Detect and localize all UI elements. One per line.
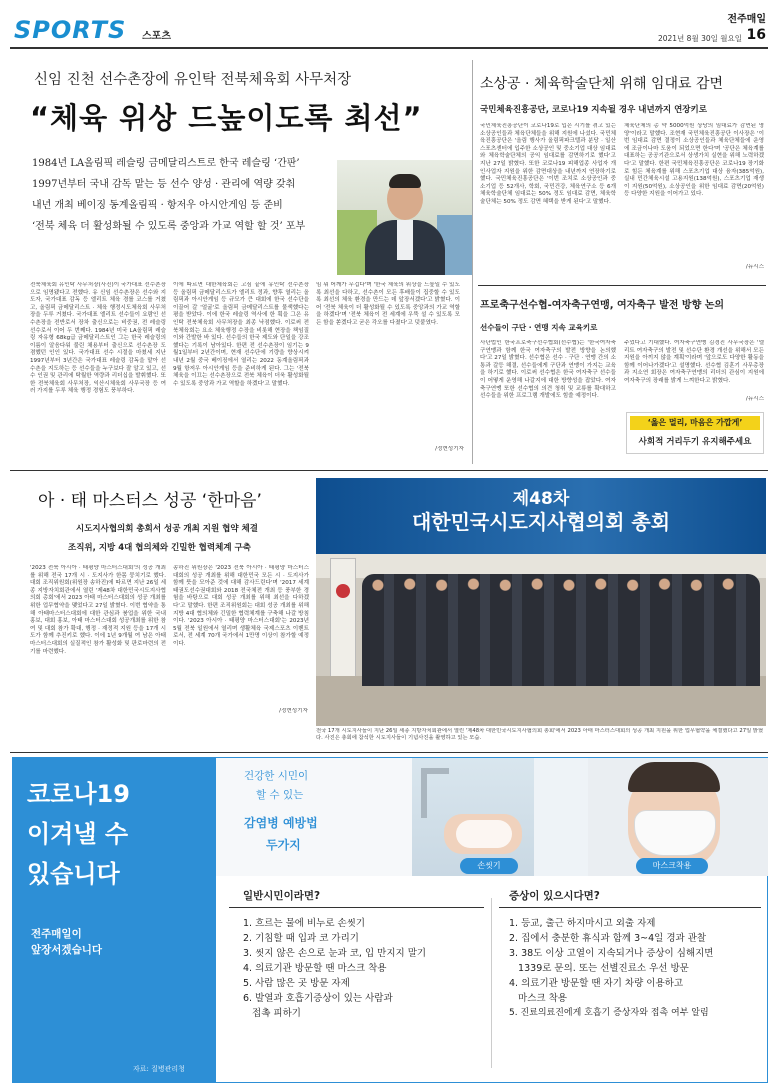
ad-illustration [216, 758, 768, 876]
story1-body-mid: 이에 따르면 대한체육회는 고심 끝에 유인탁 선수촌장 등 올림픽 금메달리스트가 엘리트 정과, 향후 열리는 올림픽과 아시안게임 등 규모가 큰 대회에 한국 선수단을 이끌어 갈 '얼굴'로 올림픽 금메달리스트를 물색했다는 평을 받았다. 이에 한국 레슬링 역사에 한 획을 그은 유인탁 전북체육회 사무처장을 최종 낙점했다. 이로써 전북체육회는 요소 체육행정 수장을 비롯해 현장을 책임질 이와 간발한 바 있다. 선수들의 한국 제도와 단일을 강조했다는 기록이 남아있다. 한편 전 선수촌장이 임기는 9월1일부터 2년간이며, 현재 선수단에 기량을 향상시켜 내년 2월 중국 베이징에서 열리는 2022 동계올림픽과 9월 항저우 아시안게임 등을 준비하게 된다. 그는 '전북 체육을 이끄는 선수촌장으로 전북 체육이 더욱 활성화될 수 있도록 중앙과 가교 역할을 하겠다'고 말했다. [173, 282, 309, 387]
list-item: 5. 진료의료진에게 호흡기 증상자와 접촉 여부 알림 [509, 1008, 709, 1018]
banner-title-1: 제48차 [512, 489, 570, 509]
ad-intro-2: 할 수 있는 [256, 789, 304, 801]
story3-body-right: 주었다고 기대했다. 여자축구연맹 김경진 사무국장은 '엘리트 여자축구의 발전 및 선수단 환경 개선을 위해서 모든 지원을 아끼지 않을 계획'이라며 '앞으로도 다양한 활동을 함께 이어나가겠다'고 설명했다. 선수협 김훈기 사무총장과 지소연 회장은 여자축구연맹의 리더의 관심이 지원에 여자축구의 장래를 밝게 느껴한다고 밝혔다. [624, 340, 764, 384]
list-item: 1. 등교, 출근 하지마시고 외출 자제 [509, 918, 656, 929]
story2-headline: 소상공 · 체육학술단체 위해 임대료 감면 [480, 76, 724, 92]
story3-body-left: 사단법인 한국프로축구선수협회(선수협)는 '한국여자축구연맹과 함께 한국 여자축구의 발전 방향을 논의했다'고 27일 밝혔다. 선수협은 선수 · 구단 · 연맹 간의 소통과 갈등 해결, 선수들에게 구단과 연맹이 가지는 교육을 하기로 했다. 이로써 선수협은 한국 여자축구 선수들이 어떻게 운영해 나갈지에 대한 방향성을 잡았다. 여자축구연맹 또한 선수협의 의견 청취 및 교류를 확대하고 선수들을 위한 프로그램 개발에도 힘쓸 예정이다. [480, 340, 616, 400]
list-item: 4. 의료기관 방문할 땐 마스크 착용 [243, 963, 387, 974]
story1-sub-4: ‘전북 체육 더 활성화될 수 있도록 중앙과 가교 역할 할 것’ 포부 [32, 221, 306, 232]
ad-left-panel [13, 758, 216, 1082]
symptom-tips-title: 증상이 있으시다면? [509, 890, 600, 902]
paper-name: 전주매일 [727, 14, 766, 25]
list-item: 5. 사람 많은 곳 방문 자제 [243, 978, 350, 989]
citizen-tips [229, 888, 491, 1078]
story4-byline: /정현성기자 [279, 708, 308, 714]
story1-body-right: 임 뭐 어깨가 무겁다'며 '한국 체육의 위상을 드높일 수 있도록 최선을 다하고, 선수촌이 모든 후배들이 집중할 수 있도록 최선의 체육 환경을 만드는 데 앞장서겠다'고 밝혔다. 이어 '전북 체육이 더 활성화될 수 있도록 중앙과의 가교 역할을 하겠다'며 '전북 체육이 전 세계에 우뚝 설 수 있도록 모든 함을 쏟겠다고 굳은 각오를 다졌다'고 덧붙였다. [316, 282, 460, 326]
ad-column-divider [491, 898, 492, 1068]
citizen-tips-title: 일반시민이라면? [243, 890, 321, 902]
story3-subhead: 선수들이 구단 · 연맹 지속 교육키로 [480, 323, 598, 332]
ad-emph-1: 감염병 예방법 [244, 816, 318, 830]
list-item: 마스크 착용 [509, 993, 567, 1004]
list-item: 1339로 문의. 또는 선별진료소 우선 방문 [509, 963, 689, 974]
story1-subheads [32, 154, 334, 238]
story2-body-left: 국민체육진흥공단이 코로나19로 입은 시기를 겪고 있는 소상공인들과 체육단체들을 위해 지원에 나섰다. 국민체육진흥공단은 '올림 행사가 올림픽파크텔과 분당 · 일산 스포츠센터에 입주한 소상공인 및 중소기업 대상 임대료와 체육학술단체의 공익 임대료를 감면하기로 했다'고 지난 27일 밝혔다. 또한 코로나19 피해업종 사업자 개인사업자 지원을 위한 감면대상을 내년까지 연장하기로 했다. 국민체육진흥공단은 '이번 조치로 소상공인과 중소기업 등 52개사, 학회, 국민건강, 체육연구소 등 6개 체육학술단체 임대료는 50% 정도 임대료 감면, 체육학술단체는 50% 정도 감면 혜택을 받게 된다'고 말했다. [480, 123, 616, 205]
campaign-box-line2: 사회적 거리두기 유지해주세요 [638, 437, 752, 447]
story2-byline: /뉴시스 [745, 264, 764, 270]
story1-body-left: 전북체육회 유인탁 사무처장(사진)이 국가대표 선수촌장으로 임명됐다고 전했다. 유 신임 선수촌장은 선수와 지도자, 국가대표 감독 등 엘리트 체육 경를 코스를 거쳤고, 올림픽 금메달리스트 · 체육 행정시도체육회 사무처장을 두루 거쳤다. 국가대표 엘리트 선수들이 요람인 선수촌장을 전반로서 장차 출신으로는 비중권, 전 레슬링선수로서 이어 두 번째다. 1984년 미국 LA올림픽 레슬링 자유형 68kg급 금메달리스트인 그는 한국 레슬링의 이름이 알음다워 불린 채용부터 출신으로 선수촌장 도 겸했던 인인 있다. 국가대표 선수 시절을 마쳤세 지난 1997년부터 3년간은 국가대표 레슬링 감독을 맡아 선수촌을 지도하는 등 선수들을 누구보다 잘 알고 있고, 선수 인권 및 관리에 탁월한 역량과 리더십을 발휘했다. 또한 전북체육회 사무처장, 익산시체육회 사무국장 등 여러 가지를 두루 체육 행정 경험도 풍부하다. [30, 282, 166, 395]
list-item: 4. 의료기관 방문할 땐 자기 차량 이용하고 [509, 978, 684, 989]
upper-section-divider [10, 470, 768, 471]
list-item: 2. 기침할 때 입과 코 가리기 [243, 933, 359, 944]
ad-emph-2: 두가지 [266, 838, 301, 852]
page-header [10, 10, 768, 50]
story3-byline: /뉴시스 [745, 396, 764, 402]
story4-subhead-1: 시도지사협의회 총회서 성공 개최 지원 협약 체결 [76, 524, 258, 534]
story2-subhead: 국민체육진흥공단, 코로나19 지속될 경우 내년까지 연장키로 [480, 105, 707, 115]
list-item: 1. 흐르는 물에 비누로 손씻기 [243, 918, 366, 929]
page-number: 16 [746, 27, 766, 43]
story4-headline: 아 · 태 마스터스 성공 ‘한마음’ [38, 491, 262, 511]
list-item: 6. 발열과 호흡기증상이 있는 사람과 [243, 993, 393, 1004]
ad-headline-2: 이겨낼 수 [27, 820, 129, 848]
story1-sub-3: 내년 개최 베이징 동계올림픽 · 항저우 아시안게임 등 준비 [32, 200, 283, 211]
story3-headline: 프로축구선수협-여자축구연맹, 여자축구 발전 방향 논의 [480, 300, 725, 311]
list-item: 2. 집에서 충분한 휴식과 함께 3~4일 경과 관찰 [509, 933, 707, 944]
story1-sub-1: 1984년 LA올림픽 레슬링 금메달리스트로 한국 레슬링 ‘간판’ [32, 158, 300, 169]
ad-label-wash: 손씻기 [460, 858, 518, 874]
ad-label-mask: 마스크착용 [636, 858, 708, 874]
issue-date: 2021년 8월 30일 월요일 [657, 34, 742, 43]
story1-portrait-photo [337, 160, 472, 275]
story1-kicker: 신임 진천 선수촌장에 유인탁 전북체육회 사무처장 [34, 72, 352, 88]
distancing-campaign-box [626, 412, 764, 454]
banner-title-2: 대한민국시도지사협의회 총회 [411, 510, 671, 534]
ad-sponsor-1: 전주매일이 [31, 928, 82, 940]
header-divider [10, 47, 768, 49]
story4-photo-caption: 전국 17개 시도지사들이 지난 26일 세종 지방자치회관에서 열린 '제48차 대한민국시도지사협의회 총회'에서 2023 아태 마스터스대회의 성공 개최 지원을 위한 업무협약을 체결했다고 27일 밝혔다. 사진은 총회에 참석한 시도지사들이 기념사진을 촬영하고 있는 모습. [316, 728, 764, 741]
story4-body-right: 송하진 위원장은 '2023 전북 아시아 · 태평양 마스터스대회의 성공 개최를 위해 대한민국 모든 시 · 도지사가 함께 뜻을 모아준 것에 대해 감사드린다'며 '2017 세계태권도선수권대회와 2018 전국체전 개최 등 풍부한 경험을 바탕으로 대회 성공 개최를 위해 최선을 다하겠다'고 말했다. 한편 조직위원회는 대회 성공 개최를 위해 지방 4대 협의체와 긴밀한 협력체계를 구축해 나갈 방침이다. '2023 아시아 · 태평양 마스터스대회'는 2023년 5월 전북 일원에서 열리며 생활체육 국제스포츠 이벤트로서, 전 세계 70개 국가에서 1만명 이상이 참가할 예정이다. [173, 565, 309, 647]
story4-body-left: '2023 전북 아시아 · 태평양 마스터스대회'의 성공 개최를 위해 전국 17개 시 · 도지사가 한몸 뭉치기로 했다. 대회 조직위원회(위원장 송하진)에 따르면 지난 26일 세종 지방자치회관에서 열린 '제48차 대한민국시도지사협의회 총회'에서 2023 아태 마스터스대회의 성공 개최를 위한 업무협약을 맺었다고 27일 밝혔다. 이번 협약을 통해 아태마스터스대회에 대한 관심과 붐업을 위한 국내 홍보, 대회 홍보, 아태 마스터스대회 성공개최를 위한 참여 및 대회 참가 확대, 행정 · 재정적 지원 등을 17개 시도가 함께 추진키로 했다. 이에 1년 9개월 여 남은 아태 마스터스대회의 실질적인 참가 활성화 및 판로마련의 전기를 마련했다. [30, 565, 166, 655]
section-title: SPORTS [14, 16, 127, 44]
story4-subhead-2: 조직위, 지방 4대 협의체와 긴밀한 협력체계 구축 [68, 543, 251, 553]
ad-source: 자료: 질병관리청 [133, 1065, 185, 1073]
story2-body-right: 체육단체의 총 약 5000억원 상당의 임대료가 감면된 영양'이라고 말했다. 조현재 국민체육진흥공단 이사장은 '이번 임대료 감면 결정이 소상공인들과 체육단체들에 운영에 조금이나마 도움이 되었으면 한다'며 '공단은 체육계를 대표하는 공공기관으로서 상생가치 실현을 위해 노력하겠다'고 말했다. 한편 국민체육진흥공단은 코로나19 장기화로 힘든 체육계를 위해 스포츠기업 대상 융자(385억원), 실내 민간체육시설 고용지원(138억원), 스포츠기업 재생이 지원(50억원), 소상공인을 위한 임대료 감면(20억원) 등 다양한 지원을 이어가고 있다. [624, 123, 764, 198]
ad-headline-1: 코로나19 [27, 780, 130, 808]
ad-intro-1: 건강한 시민이 [244, 770, 309, 782]
story1-byline: /정현성기자 [435, 446, 464, 452]
list-item: 접촉 피하기 [243, 1008, 301, 1019]
ad-headline-3: 있습니다 [27, 860, 120, 888]
campaign-box-line1: ‘옳은 멀리, 마음은 가깝게’ [630, 416, 760, 430]
section-title-korean: 스포츠 [142, 31, 171, 42]
ad-top-divider [10, 752, 768, 753]
list-item: 3. 38도 이상 고열이 지속되거나 증상이 심해지면 [509, 948, 714, 959]
story4-group-photo [316, 478, 766, 726]
citizen-tips-list [229, 916, 491, 1021]
list-item: 3. 씻지 않은 손으로 눈과 코, 입 만지지 말기 [243, 948, 427, 959]
story1-sub-2: 1997년부터 국내 감독 맡는 등 선수 양성 · 관리에 역량 갖춰 [32, 179, 296, 190]
covid-ad [12, 757, 768, 1083]
story1-headline: “체육 위상 드높이도록 최선” [30, 101, 423, 135]
symptom-tips-list [499, 916, 765, 1021]
story2-divider [478, 285, 766, 286]
symptom-tips [499, 888, 765, 1078]
ad-sponsor-2: 앞장서겠습니다 [31, 944, 103, 956]
column-divider [472, 60, 473, 464]
